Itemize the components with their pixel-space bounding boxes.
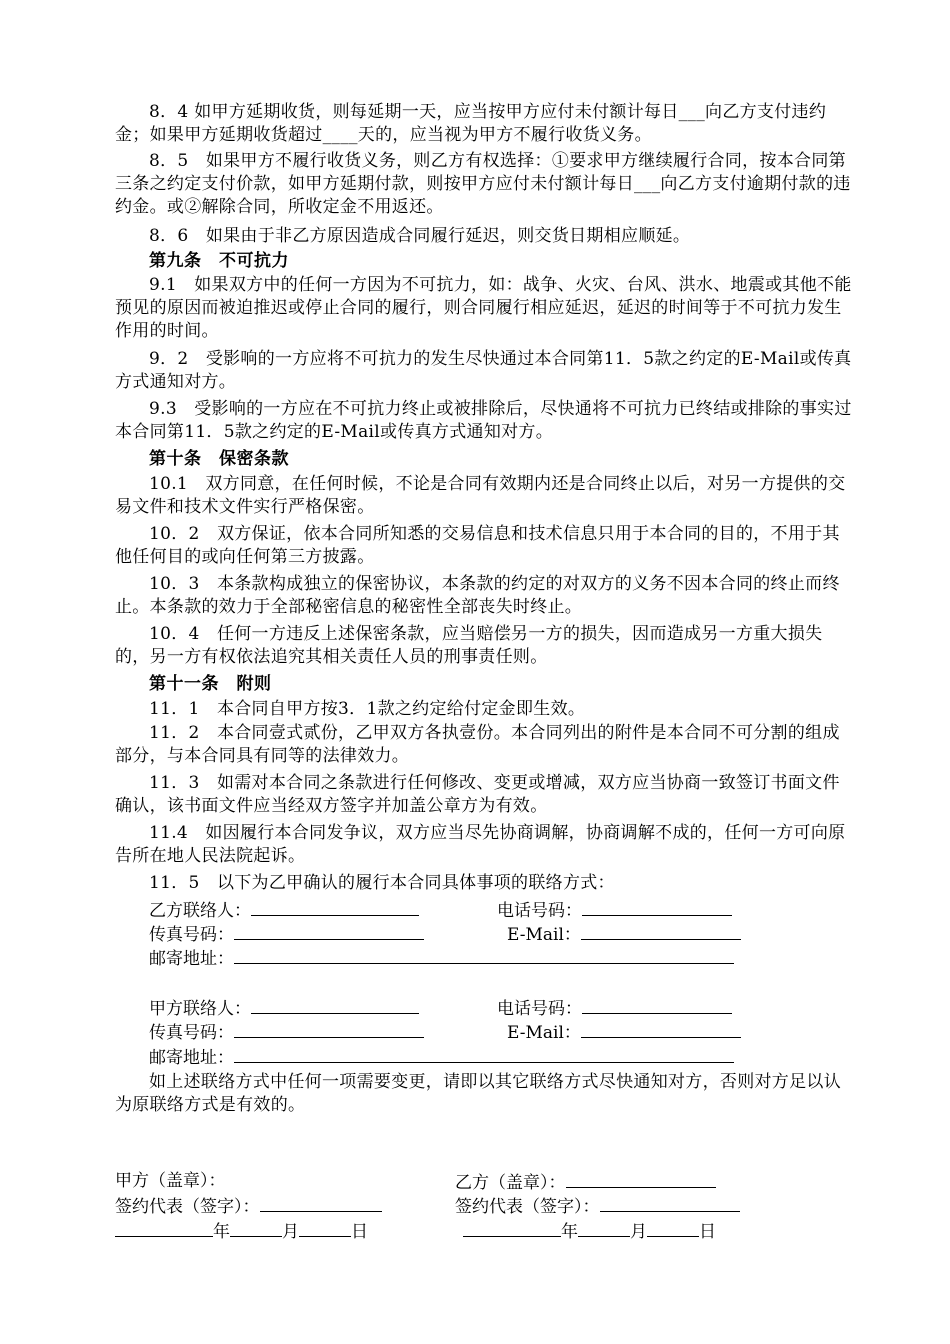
yi-address-label: 邮寄地址： (149, 949, 234, 969)
clause-11-5: 11．5 以下为乙甲确认的履行本合同具体事项的联络方式： (149, 873, 615, 893)
jia-seal-label: 甲方（盖章）： (115, 1171, 226, 1191)
yi-address-row (149, 946, 734, 971)
jia-month-label: 月 (282, 1222, 299, 1242)
clause-10-4: 10．4 任何一方违反上述保密条款，应当赔偿另一方的损失，因而造成另一方重大损失的，另一方有权依法追究其相关责任人员的刑事责任则。 (115, 624, 823, 667)
contact-change-notice: 如上述联络方式中任何一项需要变更，请即以其它联络方式尽快通知对方，否则对方足以认为原联络方式是有效的。 (115, 1072, 841, 1115)
yi-date-row (463, 1219, 716, 1244)
clause-10-1: 10.1 双方同意，在任何时候，不论是合同有效期内还是合同终止以后，对另一方提供的交易文件和技术文件实行严格保密。 (115, 474, 846, 517)
yi-fax-row (149, 922, 424, 947)
jia-year-label: 年 (213, 1222, 230, 1242)
clause-10-2: 10．2 双方保证，依本合同所知悉的交易信息和技术信息只用于本合同的目的，不用于其他任何目的或向任何第三方披露。 (115, 524, 840, 567)
clause-11-4: 11.4 如因履行本合同发争议，双方应当尽先协商调解，协商调解不成的，任何一方可向原告所在地人民法院起诉。 (115, 823, 846, 866)
jia-date-row (115, 1219, 368, 1244)
jia-phone-blank[interactable] (582, 996, 732, 1014)
jia-address-label: 邮寄地址： (149, 1048, 234, 1068)
yi-email-row (507, 922, 741, 947)
yi-year-label: 年 (561, 1222, 578, 1242)
yi-year-blank[interactable] (463, 1219, 561, 1237)
jia-day-blank[interactable] (299, 1219, 351, 1237)
yi-day-label: 日 (699, 1222, 716, 1242)
yi-day-blank[interactable] (647, 1219, 699, 1237)
yi-contact-row (149, 898, 419, 923)
yi-phone-row (497, 898, 732, 923)
yi-phone-label: 电话号码： (497, 901, 582, 921)
yi-address-blank[interactable] (234, 946, 734, 964)
jia-seal-row (115, 1170, 226, 1193)
jia-address-row (149, 1045, 734, 1070)
jia-rep-row (115, 1194, 382, 1219)
article-11-heading: 第十一条 附则 (149, 674, 272, 694)
clause-9-1: 9.1 如果双方中的任何一方因为不可抗力，如：战争、火灾、台风、洪水、地震或其他不能预见的原因而被迫推迟或停止合同的履行，则合同履行相应延迟，延迟的时间等于不可抗力发生作用的时间。 (115, 275, 852, 341)
clause-10-3: 10．3 本条款构成独立的保密协议，本条款的约定的对双方的义务不因本合同的终止而终止。本条款的效力于全部秘密信息的秘密性全部丧失时终止。 (115, 574, 840, 617)
clause-9-2: 9．2 受影响的一方应将不可抗力的发生尽快通过本合同第11．5款之约定的E-Mail或传真方式通知对方。 (115, 349, 852, 392)
clause-8-6: 8．6 如果由于非乙方原因造成合同履行延迟，则交货日期相应顺延。 (149, 226, 691, 246)
jia-email-row (507, 1020, 741, 1045)
clause-8-4: 8．4 如甲方延期收货，则每延期一天，应当按甲方应付未付额计每日___向乙方支付违约金；如果甲方延期收货超过____天的，应当视为甲方不履行收货义务。 (115, 102, 827, 145)
yi-rep-blank[interactable] (600, 1194, 740, 1212)
jia-phone-label: 电话号码： (497, 999, 582, 1019)
jia-phone-row (497, 996, 732, 1021)
jia-year-blank[interactable] (115, 1219, 213, 1237)
jia-email-blank[interactable] (581, 1020, 741, 1038)
yi-month-label: 月 (630, 1222, 647, 1242)
yi-seal-row (455, 1170, 716, 1195)
jia-rep-blank[interactable] (260, 1194, 382, 1212)
yi-email-label: E-Mail： (507, 925, 581, 945)
yi-seal-blank[interactable] (566, 1170, 716, 1188)
jia-contact-row (149, 996, 419, 1021)
clause-8-5: 8．5 如果甲方不履行收货义务，则乙方有权选择：①要求甲方继续履行合同，按本合同第三条之约定支付价款，如甲方延期付款，则按甲方应付未付额计每日___向乙方支付逾期付款的违约金。或②解除合同，所收定金不用返还。 (115, 151, 851, 217)
jia-contact-blank[interactable] (251, 996, 419, 1014)
jia-fax-label: 传真号码： (149, 1023, 234, 1043)
yi-rep-row (455, 1194, 740, 1219)
jia-email-label: E-Mail： (507, 1023, 581, 1043)
yi-contact-label: 乙方联络人： (149, 901, 251, 921)
yi-rep-label: 签约代表（签字）： (455, 1197, 600, 1217)
yi-email-blank[interactable] (581, 922, 741, 940)
yi-seal-label: 乙方（盖章）： (455, 1173, 566, 1193)
jia-fax-row (149, 1020, 424, 1045)
jia-address-blank[interactable] (234, 1045, 734, 1063)
article-9-heading: 第九条 不可抗力 (149, 251, 289, 271)
clause-9-3: 9.3 受影响的一方应在不可抗力终止或被排除后，尽快通将不可抗力已终结或排除的事实过本合同第11．5款之约定的E-Mail或传真方式通知对方。 (115, 399, 852, 442)
jia-fax-blank[interactable] (234, 1020, 424, 1038)
clause-11-2: 11．2 本合同壹式贰份，乙甲双方各执壹份。本合同列出的附件是本合同不可分割的组成部分，与本合同具有同等的法律效力。 (115, 723, 840, 766)
jia-contact-label: 甲方联络人： (149, 999, 251, 1019)
clause-11-3: 11．3 如需对本合同之条款进行任何修改、变更或增减，双方应当协商一致签订书面文件确认，该书面文件应当经双方签字并加盖公章方为有效。 (115, 773, 840, 816)
article-10-heading: 第十条 保密条款 (149, 449, 289, 469)
yi-fax-label: 传真号码： (149, 925, 234, 945)
jia-day-label: 日 (351, 1222, 368, 1242)
yi-phone-blank[interactable] (582, 898, 732, 916)
yi-contact-blank[interactable] (251, 898, 419, 916)
yi-fax-blank[interactable] (234, 922, 424, 940)
clause-11-1: 11．1 本合同自甲方按3．1款之约定给付定金即生效。 (149, 699, 586, 719)
jia-month-blank[interactable] (230, 1219, 282, 1237)
yi-month-blank[interactable] (578, 1219, 630, 1237)
jia-rep-label: 签约代表（签字）： (115, 1197, 260, 1217)
